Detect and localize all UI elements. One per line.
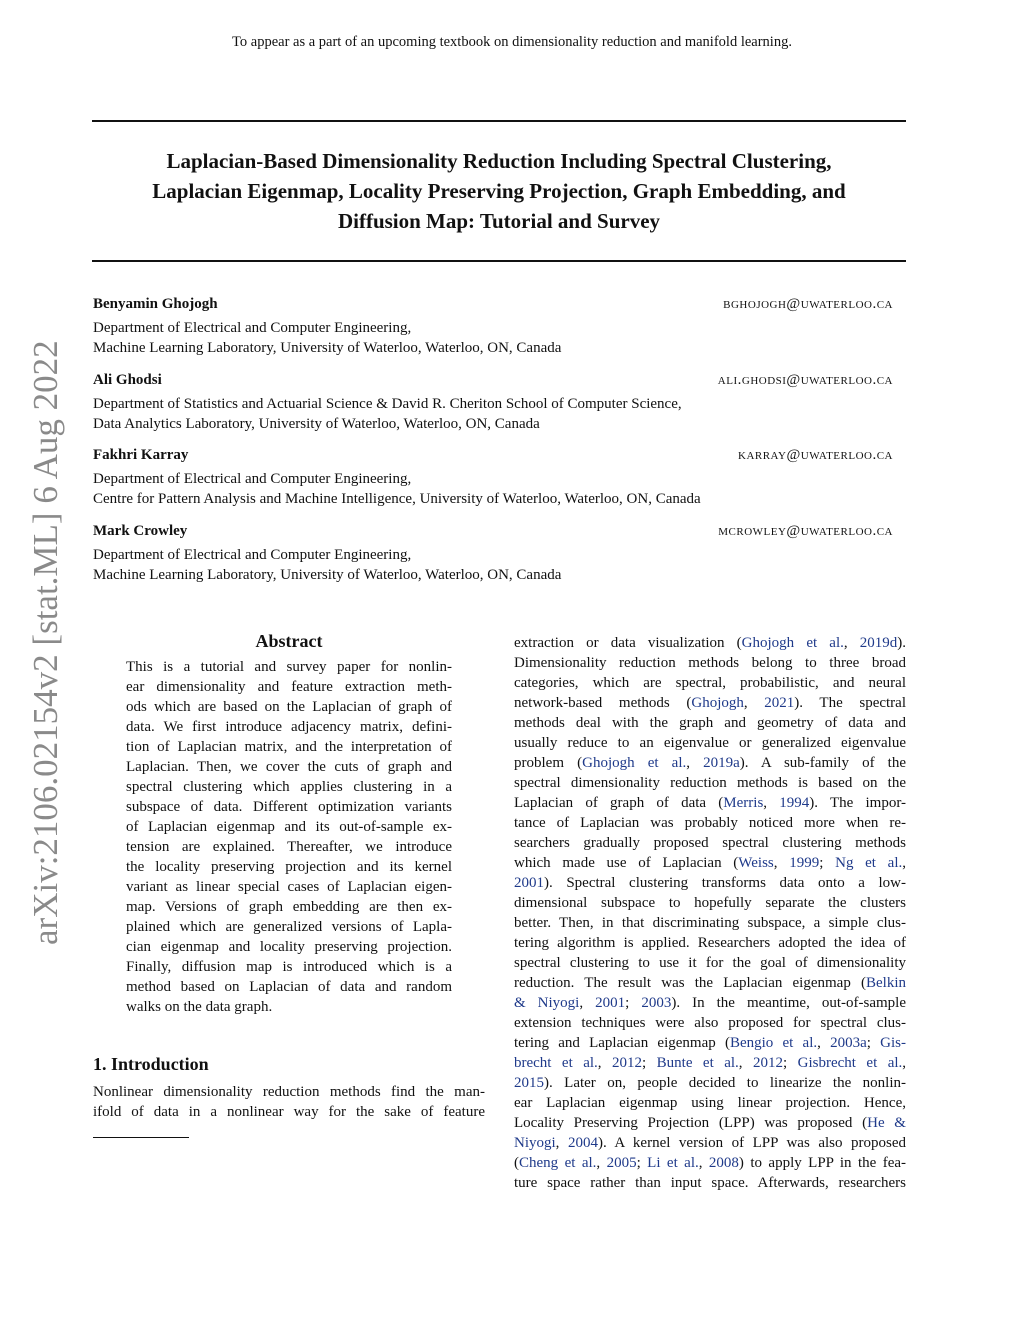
author-block: [93, 521, 893, 585]
body-line: [514, 953, 906, 973]
body-text: searchers gradually proposed spectral clustering methods: [514, 835, 906, 851]
body-text: Dimensionality reduction methods belong to three broad: [514, 655, 906, 671]
body-text: extension techniques were also proposed for spectral clus-: [514, 1015, 906, 1031]
citation-link[interactable]: & Niyogi: [514, 995, 580, 1011]
author-block: [93, 294, 893, 358]
author-block: [93, 445, 893, 509]
author-block: [93, 370, 893, 434]
body-text: ,: [902, 1055, 907, 1071]
citation-link[interactable]: Ghojogh: [691, 695, 744, 711]
affiliation-line: Department of Electrical and Computer Engineering,: [93, 320, 412, 336]
citation-link[interactable]: Cheng et al.: [519, 1155, 597, 1171]
citation-link[interactable]: Li et al.: [647, 1155, 699, 1171]
citation-link[interactable]: 2001: [514, 875, 544, 891]
abstract-line: ear dimensionality and feature extraction meth-: [126, 679, 452, 695]
author-name: Ali Ghodsi: [93, 372, 162, 388]
citation-link[interactable]: Ng et al.: [835, 855, 903, 871]
citation-link[interactable]: 1994: [779, 795, 810, 811]
body-line: [514, 673, 906, 693]
author-email[interactable]: bghojogh@uwaterloo.ca: [723, 296, 893, 312]
abstract-line: walks on the data graph.: [126, 999, 273, 1015]
affiliation-line: Machine Learning Laboratory, University of Waterloo, Waterloo, ON, Canada: [93, 567, 562, 583]
body-text: ture space rather than input space. Afterwards, researchers: [514, 1175, 906, 1191]
abstract-line: tension are explained. Thereafter, we introduce: [126, 839, 452, 855]
body-text: tering and Laplacian eigenmap (: [514, 1035, 730, 1051]
citation-link[interactable]: Weiss: [738, 855, 774, 871]
introduction-line: ifold of data in a nonlinear way for the sake of feature: [93, 1104, 485, 1120]
body-text: ;: [625, 995, 642, 1011]
body-text: ,: [817, 1035, 831, 1051]
introduction-body: [93, 1082, 485, 1122]
abstract-line: tion of Laplacian matrix, and the interpretation of: [126, 739, 452, 755]
abstract-line: map. Versions of graph embedding are then ex-: [126, 899, 452, 915]
body-line: [514, 793, 906, 813]
abstract-line: of Laplacian eigenmap and its out-of-sample ex-: [126, 819, 452, 835]
body-line: [514, 833, 906, 853]
title-line: Laplacian-Based Dimensionality Reduction Including Spectral Clustering,: [166, 149, 832, 173]
body-line: [514, 993, 906, 1013]
body-text: ,: [743, 695, 765, 711]
citation-link[interactable]: 2001: [595, 995, 626, 1011]
author-name: Mark Crowley: [93, 523, 188, 539]
body-text: ).: [897, 635, 907, 651]
body-line: [514, 773, 906, 793]
abstract-line: Finally, diffusion map is introduced which is a: [126, 959, 452, 975]
body-line: [514, 1073, 906, 1093]
title-rule-top: [92, 120, 906, 122]
body-line: [514, 813, 906, 833]
introduction-line: Nonlinear dimensionality reduction methods find the man-: [93, 1084, 485, 1100]
citation-link[interactable]: 2019d: [859, 635, 898, 651]
abstract-line: method based on Laplacian of data and random: [126, 979, 452, 995]
section-heading-introduction: 1. Introduction: [93, 1054, 209, 1074]
citation-link[interactable]: Gis-: [880, 1035, 906, 1051]
title-line: Diffusion Map: Tutorial and Survey: [337, 209, 661, 233]
body-text: ,: [579, 995, 596, 1011]
citation-link[interactable]: 1999: [789, 855, 820, 871]
body-text: ;: [636, 1155, 648, 1171]
abstract-line: cian eigenmap and locality preserving projection.: [126, 939, 452, 955]
body-text: ;: [642, 1055, 657, 1071]
citation-link[interactable]: Ghojogh et al.: [741, 635, 844, 651]
body-text: ). A sub-family of the: [739, 755, 907, 771]
body-text: which made use of Laplacian (: [514, 855, 739, 871]
body-text: ;: [783, 1055, 798, 1071]
right-column-body: [514, 633, 906, 1193]
body-text: ,: [902, 855, 907, 871]
body-line: [514, 1033, 906, 1053]
author-email[interactable]: mcrowley@uwaterloo.ca: [718, 523, 893, 539]
body-text: ). In the meantime, out-of-sample: [671, 995, 906, 1011]
abstract-body: [126, 657, 452, 1017]
affiliation-line: Machine Learning Laboratory, University of Waterloo, Waterloo, ON, Canada: [93, 340, 562, 356]
citation-link[interactable]: Bunte et al.: [656, 1055, 739, 1071]
citation-link[interactable]: 2012: [753, 1055, 784, 1071]
body-line: [514, 1133, 906, 1153]
body-line: [514, 853, 906, 873]
body-line: [514, 1093, 906, 1113]
abstract-line: Laplacian. Then, we cover the cuts of graph and: [126, 759, 452, 775]
body-text: tance of Laplacian was probably noticed more when re-: [514, 815, 906, 831]
citation-link[interactable]: 2012: [612, 1055, 643, 1071]
author-email[interactable]: ali.ghodsi@uwaterloo.ca: [717, 372, 893, 388]
title-rule-bottom: [92, 260, 906, 262]
citation-link[interactable]: 2003a: [830, 1035, 867, 1051]
body-text: Locality Preserving Projection (LPP) was proposed (: [514, 1115, 868, 1131]
body-line: [514, 893, 906, 913]
body-text: ;: [866, 1035, 881, 1051]
abstract-line: subspace of data. Different optimization variants: [126, 799, 452, 815]
citation-link[interactable]: He &: [867, 1115, 906, 1131]
affiliation-line: Data Analytics Laboratory, University of Waterloo, Waterloo, ON, Canada: [93, 416, 540, 432]
abstract-line: the locality preserving projection and its kernel: [126, 859, 452, 875]
body-line: [514, 873, 906, 893]
header-note: To appear as a part of an upcoming textbook on dimensionality reduction and manifold learning.: [232, 34, 792, 50]
citation-link[interactable]: 2021: [764, 695, 795, 711]
body-text: categories, which are spectral, probabilistic, and neural: [514, 675, 906, 691]
body-text: ). Spectral clustering transforms data onto a low-: [544, 875, 906, 891]
body-text: ,: [773, 855, 790, 871]
abstract-line: variant as linear special cases of Laplacian eigen-: [126, 879, 452, 895]
citation-link[interactable]: Niyogi: [514, 1135, 556, 1151]
author-affiliation: [93, 394, 893, 434]
body-text: ,: [596, 1155, 607, 1171]
body-text: better. Then, in that discriminating subspace, a simple clus-: [514, 915, 906, 931]
body-text: dimensional subspace to hopefully separate the clusters: [514, 895, 906, 911]
body-line: [514, 1053, 906, 1073]
body-text: ) to apply LPP in the fea-: [738, 1155, 907, 1171]
abstract-line: plained which are generalized versions of Lapla-: [126, 919, 452, 935]
author-email[interactable]: karray@uwaterloo.ca: [738, 447, 893, 463]
body-line: [514, 753, 906, 773]
body-text: ,: [597, 1055, 613, 1071]
arxiv-stamp[interactable]: arXiv:2106.02154v2 [stat.ML] 6 Aug 2022: [26, 340, 65, 945]
citation-link[interactable]: Ghojogh et al.: [582, 755, 687, 771]
citation-link[interactable]: 2008: [708, 1155, 739, 1171]
body-text: ;: [819, 855, 836, 871]
body-text: usually reduce to an eigenvalue or generalized eigenvalue: [514, 735, 906, 751]
body-line: [514, 713, 906, 733]
affiliation-line: Department of Statistics and Actuarial Science & David R. Cheriton School of Computer Science,: [93, 396, 682, 412]
abstract-heading: Abstract: [255, 631, 323, 651]
body-text: ). Later on, people decided to linearize the nonlin-: [544, 1075, 906, 1091]
citation-link[interactable]: Gisbrecht et al.: [797, 1055, 903, 1071]
body-line: [514, 633, 906, 653]
body-text: ). The spectral: [794, 695, 907, 711]
body-text: tering algorithm is applied. Researchers adopted the idea of: [514, 935, 906, 951]
body-line: [514, 913, 906, 933]
citation-link[interactable]: 2004: [567, 1135, 598, 1151]
abstract-line: ods which are based on the Laplacian of graph of: [126, 699, 452, 715]
citation-link[interactable]: brecht et al.: [514, 1055, 598, 1071]
author-name: Benyamin Ghojogh: [93, 296, 218, 312]
body-text: spectral dimensionality reduction methods is based on the: [514, 775, 906, 791]
body-line: [514, 1013, 906, 1033]
citation-link[interactable]: 2019a: [703, 755, 740, 771]
body-line: [514, 933, 906, 953]
body-line: [514, 653, 906, 673]
author-affiliation: [93, 469, 893, 509]
body-line: [514, 733, 906, 753]
author-affiliation: [93, 545, 893, 585]
body-text: ,: [763, 795, 780, 811]
body-line: [514, 1113, 906, 1133]
body-text: ,: [698, 1155, 709, 1171]
citation-link[interactable]: 2005: [606, 1155, 637, 1171]
body-text: ,: [555, 1135, 568, 1151]
body-text: reduction. The result was the Laplacian eigenmap (: [514, 975, 866, 991]
citation-link[interactable]: 2003: [641, 995, 672, 1011]
abstract-line: This is a tutorial and survey paper for nonlin-: [126, 659, 452, 675]
footnote-rule: [93, 1137, 189, 1138]
body-text: extraction or data visualization (: [514, 635, 742, 651]
body-text: ear Laplacian eigenmap using linear projection. Hence,: [514, 1095, 906, 1111]
body-line: [514, 1153, 906, 1173]
citation-link[interactable]: 2015: [514, 1075, 544, 1091]
body-text: Laplacian of graph of data (: [514, 795, 724, 811]
body-text: ). A kernel version of LPP was also proposed: [597, 1135, 906, 1151]
abstract-line: data. We first introduce adjacency matrix, defini-: [126, 719, 452, 735]
body-text: ,: [843, 635, 860, 651]
body-text: ). The impor-: [809, 795, 907, 811]
body-line: [514, 693, 906, 713]
affiliation-line: Centre for Pattern Analysis and Machine Intelligence, University of Waterloo, Waterloo, ON, Canada: [93, 491, 701, 507]
citation-link[interactable]: Belkin: [866, 975, 906, 991]
affiliation-line: Department of Electrical and Computer Engineering,: [93, 471, 412, 487]
abstract-line: spectral clustering which applies clustering in a: [126, 779, 452, 795]
body-text: ,: [686, 755, 704, 771]
body-text: problem (: [514, 755, 583, 771]
author-name: Fakhri Karray: [93, 447, 189, 463]
body-text: ,: [738, 1055, 754, 1071]
body-text: methods deal with the graph and geometry of data and: [514, 715, 906, 731]
body-text: (: [514, 1155, 519, 1171]
body-text: spectral clustering to use it for the goal of dimensionality: [514, 955, 906, 971]
body-line: [514, 1173, 906, 1193]
paper-title: [92, 146, 906, 236]
citation-link[interactable]: Merris: [723, 795, 764, 811]
body-text: network-based methods (: [514, 695, 692, 711]
title-line: Laplacian Eigenmap, Locality Preserving Projection, Graph Embedding, and: [152, 179, 846, 203]
affiliation-line: Department of Electrical and Computer Engineering,: [93, 547, 412, 563]
body-line: [514, 973, 906, 993]
author-affiliation: [93, 318, 893, 358]
citation-link[interactable]: Bengio et al.: [729, 1035, 818, 1051]
